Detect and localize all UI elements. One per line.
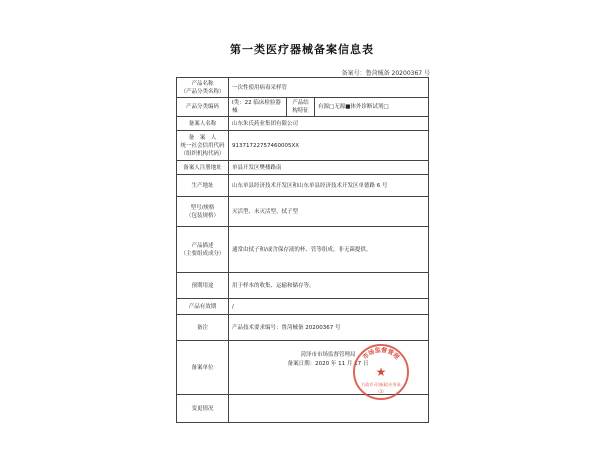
table-row bbox=[177, 315, 429, 341]
filer-name-label: 备案人名称 bbox=[177, 117, 229, 131]
table-row bbox=[177, 175, 429, 197]
product-name-label: 产品名称 （产品分类名称） bbox=[177, 78, 229, 98]
structure-feature-label: 产品结构特征 bbox=[287, 98, 315, 117]
filing-unit-label: 备案单位 bbox=[177, 341, 229, 395]
table-row bbox=[177, 197, 429, 227]
structure-feature-value: 有源□无源■体外诊断试剂□ bbox=[315, 98, 429, 117]
seal-star-icon: ★ bbox=[375, 365, 387, 379]
table-row bbox=[177, 299, 429, 315]
table-row bbox=[177, 227, 429, 273]
official-seal bbox=[351, 342, 411, 402]
registered-address-label: 备案人注册地址 bbox=[177, 161, 229, 175]
product-description-value: 通常由拭子和/或含保存液的杯、管等组成。非无菌提供。 bbox=[229, 227, 429, 273]
table-row bbox=[177, 117, 429, 131]
seal-bottom-text: 行政许可(备案)专用章 bbox=[361, 382, 401, 387]
intended-use-value: 用于样本的收集、运输和储存等。 bbox=[229, 273, 429, 299]
filing-unit-name: 菏泽市市场监督管理局 bbox=[300, 352, 356, 358]
table-row bbox=[177, 273, 429, 299]
table-row bbox=[177, 98, 429, 117]
category-code-label: 产品分类编码 bbox=[177, 98, 229, 117]
credit-code-value: 91371722757460005XX bbox=[229, 131, 429, 161]
remarks-value: 产品技术要求编号：鲁菏械备 20200367 号 bbox=[229, 315, 429, 341]
record-number: 备案号：鲁菏械备 20200367 号 bbox=[341, 70, 430, 77]
seal-number-text: （3） bbox=[375, 389, 387, 394]
remarks-label: 备注 bbox=[177, 315, 229, 341]
production-address-label: 生产地址 bbox=[177, 175, 229, 197]
document-title: 第一类医疗器械备案信息表 bbox=[230, 43, 374, 56]
product-name-value: 一次性使用病毒采样管 bbox=[229, 78, 429, 98]
product-description-label: 产品描述 （主要组成成分） bbox=[177, 227, 229, 273]
intended-use-label: 预期用途 bbox=[177, 273, 229, 299]
validity-value: / bbox=[229, 299, 429, 315]
filer-name-value: 山东朱氏药业集团有限公司 bbox=[229, 117, 429, 131]
filing-date: 备案日期：2020 年 11 月 17 日 bbox=[287, 361, 369, 367]
change-history-label: 变更情况 bbox=[177, 395, 229, 423]
seal-top-text: 市场监督管理 bbox=[361, 346, 401, 361]
credit-code-label: 备 案 人 统一社会信用代码 （组织机构代码） bbox=[177, 131, 229, 161]
table-row bbox=[177, 131, 429, 161]
registered-address-value: 单县开发区樊楼路南 bbox=[229, 161, 429, 175]
table-row bbox=[177, 78, 429, 98]
model-spec-value: 灭活型、未灭活型、拭子型 bbox=[229, 197, 429, 227]
production-address-value: 山东单县经济技术开发区和山东单县经济技术开发区单德路 6 号 bbox=[229, 175, 429, 197]
table-row bbox=[177, 161, 429, 175]
document-page bbox=[168, 0, 436, 450]
category-code-value: Ⅰ类：22 临床检验器械 bbox=[229, 98, 287, 117]
model-spec-label: 型号/规格 （包装规格） bbox=[177, 197, 229, 227]
validity-label: 产品有效期 bbox=[177, 299, 229, 315]
